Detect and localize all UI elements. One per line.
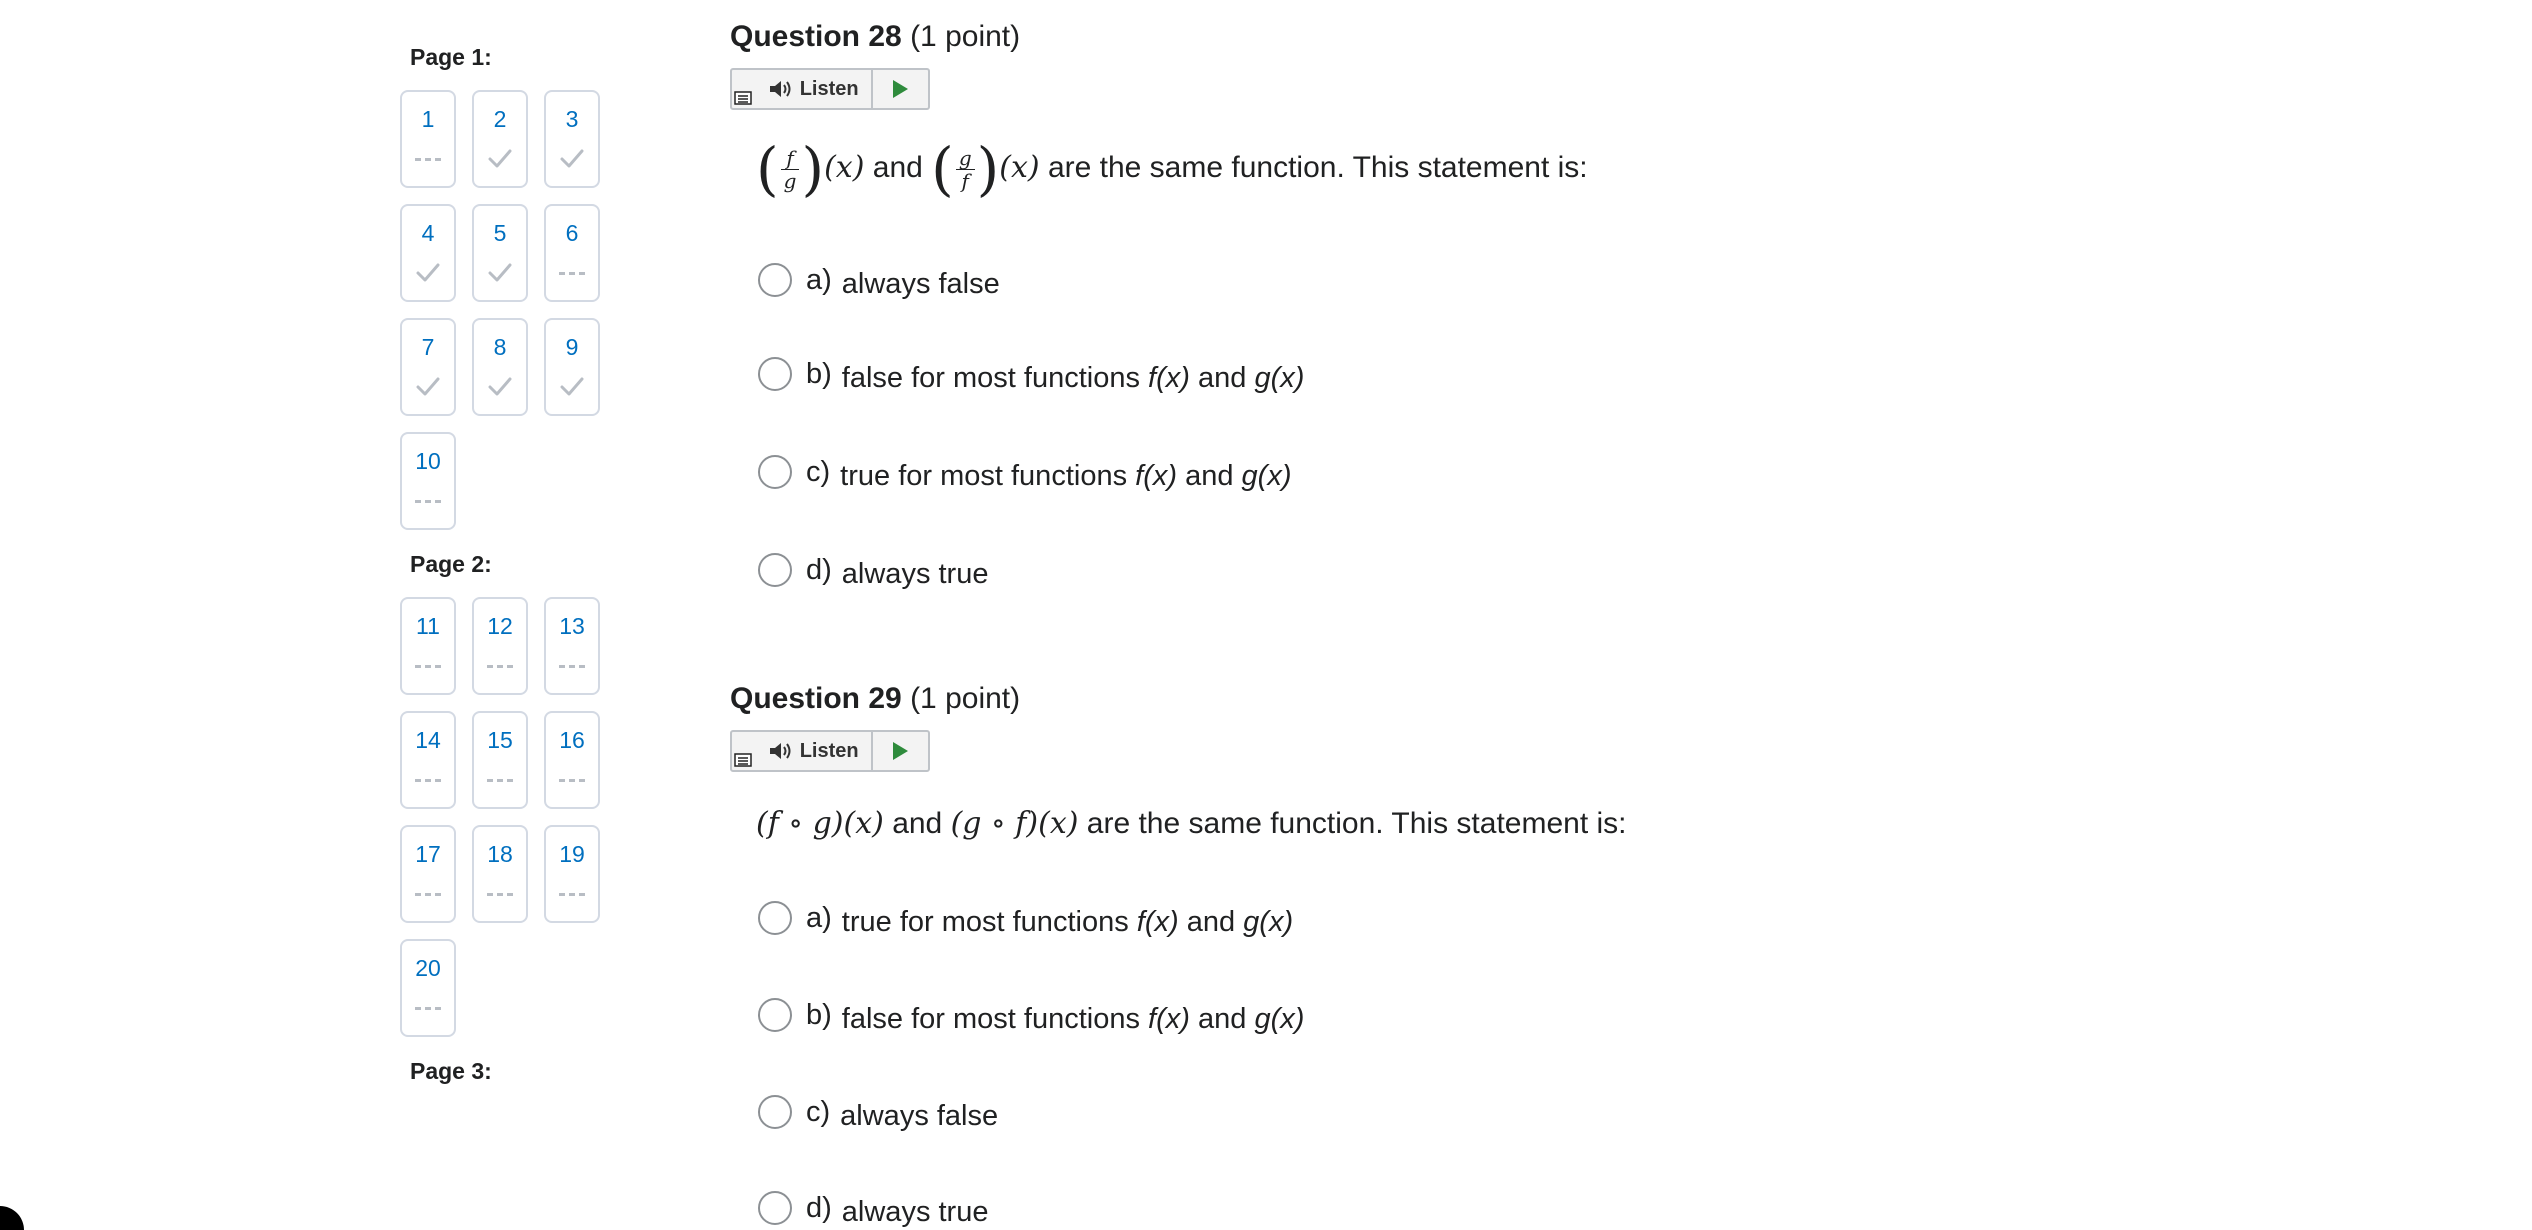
option-letter: c) [806, 456, 831, 488]
radio-button[interactable] [758, 1191, 792, 1225]
read-aloud-toolbar [730, 730, 930, 772]
question-tile-5[interactable] [472, 204, 528, 302]
option-letter: a) [806, 902, 832, 934]
checkmark-icon [559, 148, 585, 170]
question-tile-3[interactable] [544, 90, 600, 188]
unanswered-dash-icon [415, 158, 441, 161]
play-button[interactable] [871, 732, 928, 770]
question-points: (1 point) [910, 682, 1021, 715]
option-letter: b) [806, 999, 832, 1031]
question-points: (1 point) [910, 20, 1021, 53]
play-button[interactable] [871, 70, 928, 108]
checkmark-icon [487, 376, 513, 398]
speaker-icon [768, 740, 794, 762]
question-number: 14 [415, 727, 441, 753]
answer-option-b[interactable] [758, 358, 1305, 395]
question-prompt: ( $\frac{f}{g}$ )(x) and ( $\frac{g}{f}$ )(x) are the same function. This statement is: [756, 135, 1588, 203]
question-number-label: Question 28 [730, 20, 902, 53]
radio-button[interactable] [758, 998, 792, 1032]
checkmark-icon [487, 262, 513, 284]
menu-icon [734, 752, 752, 768]
answer-option-c[interactable] [758, 456, 1292, 493]
option-letter: d) [806, 1192, 832, 1224]
option-text: always true [841, 558, 989, 590]
prompt-tail: are the same function. This statement is: [1047, 150, 1588, 184]
listen-label: Listen [799, 77, 859, 100]
question-number: 5 [493, 220, 507, 246]
option-letter: a) [806, 264, 832, 296]
radio-button[interactable] [758, 357, 792, 391]
question-number: 12 [487, 613, 513, 639]
page-heading: Page 1: [410, 44, 492, 70]
unanswered-dash-icon [415, 665, 441, 668]
window-corner [0, 1206, 24, 1230]
question-tile-4[interactable] [400, 204, 456, 302]
answer-option-d[interactable] [758, 554, 989, 591]
question-number: 8 [493, 334, 507, 360]
question-number: 2 [493, 106, 507, 132]
radio-button[interactable] [758, 553, 792, 587]
option-text: always true [841, 1196, 989, 1228]
question-tile-6[interactable] [544, 204, 600, 302]
answer-option-d[interactable] [758, 1192, 989, 1229]
question-number: 15 [487, 727, 513, 753]
unanswered-dash-icon [415, 893, 441, 896]
question-number: 20 [415, 955, 441, 981]
unanswered-dash-icon [487, 893, 513, 896]
unanswered-dash-icon [559, 779, 585, 782]
option-letter: d) [806, 554, 832, 586]
question-tile-1[interactable] [400, 90, 456, 188]
answer-option-b[interactable] [758, 999, 1305, 1036]
question-number: 1 [421, 106, 435, 132]
option-text: false for most functions f(x) and g(x) [841, 1003, 1305, 1035]
read-aloud-menu-button[interactable] [732, 732, 756, 770]
prompt-tail: are the same function. This statement is: [1086, 807, 1627, 840]
page-heading: Page 2: [410, 551, 492, 577]
unanswered-dash-icon [559, 272, 585, 275]
page-heading: Page 3: [410, 1058, 492, 1084]
question-tile-10[interactable] [400, 432, 456, 530]
option-text: true for most functions f(x) and g(x) [841, 906, 1294, 938]
checkmark-icon [487, 148, 513, 170]
question-tile-18[interactable] [472, 825, 528, 923]
option-text: false for most functions f(x) and g(x) [841, 362, 1305, 394]
question-tile-8[interactable] [472, 318, 528, 416]
question-number: 11 [416, 613, 440, 639]
prompt-and: and [872, 150, 923, 184]
answer-option-a[interactable] [758, 902, 1294, 939]
question-number-label: Question 29 [730, 682, 902, 715]
option-text: always false [841, 268, 1000, 300]
question-title [730, 20, 1020, 54]
question-tile-7[interactable] [400, 318, 456, 416]
question-tile-17[interactable] [400, 825, 456, 923]
checkmark-icon [415, 376, 441, 398]
question-number: 19 [559, 841, 585, 867]
answer-option-a[interactable] [758, 264, 1000, 301]
question-number: 10 [415, 448, 441, 474]
prompt-and: and [892, 807, 943, 840]
question-tile-9[interactable] [544, 318, 600, 416]
radio-button[interactable] [758, 263, 792, 297]
question-tile-12[interactable] [472, 597, 528, 695]
question-tile-14[interactable] [400, 711, 456, 809]
unanswered-dash-icon [559, 665, 585, 668]
radio-button[interactable] [758, 901, 792, 935]
listen-button[interactable] [756, 732, 871, 770]
play-icon [891, 741, 909, 761]
unanswered-dash-icon [415, 1007, 441, 1010]
read-aloud-menu-button[interactable] [732, 70, 756, 108]
question-prompt: (f ∘ g)(x) and (g ∘ f)(x) are the same function. This statement is: [756, 806, 1627, 841]
question-title [730, 682, 1020, 716]
radio-button[interactable] [758, 455, 792, 489]
question-number: 6 [565, 220, 579, 246]
question-number: 17 [415, 841, 441, 867]
unanswered-dash-icon [415, 779, 441, 782]
question-number: 13 [559, 613, 585, 639]
option-letter: c) [806, 1096, 831, 1128]
question-navigation-sidebar [400, 0, 640, 1230]
question-number: 9 [565, 334, 579, 360]
unanswered-dash-icon [487, 779, 513, 782]
question-number: 18 [487, 841, 513, 867]
checkmark-icon [559, 376, 585, 398]
question-number: 7 [421, 334, 435, 360]
option-text: true for most functions f(x) and g(x) [840, 460, 1292, 492]
question-tile-16[interactable] [544, 711, 600, 809]
checkmark-icon [415, 262, 441, 284]
question-tile-11[interactable] [400, 597, 456, 695]
question-tile-15[interactable] [472, 711, 528, 809]
question-number: 16 [559, 727, 585, 753]
unanswered-dash-icon [487, 665, 513, 668]
question-number: 4 [421, 220, 435, 246]
question-number: 3 [565, 106, 579, 132]
unanswered-dash-icon [415, 500, 441, 503]
read-aloud-toolbar [730, 68, 930, 110]
question-tile-20[interactable] [400, 939, 456, 1037]
radio-button[interactable] [758, 1095, 792, 1129]
menu-icon [734, 90, 752, 106]
option-letter: b) [806, 358, 832, 390]
play-icon [891, 79, 909, 99]
question-tile-19[interactable] [544, 825, 600, 923]
unanswered-dash-icon [559, 893, 585, 896]
option-text: always false [840, 1100, 999, 1132]
listen-label: Listen [799, 739, 859, 762]
speaker-icon [768, 78, 794, 100]
listen-button[interactable] [756, 70, 871, 108]
question-tile-2[interactable] [472, 90, 528, 188]
answer-option-c[interactable] [758, 1096, 999, 1133]
question-tile-13[interactable] [544, 597, 600, 695]
